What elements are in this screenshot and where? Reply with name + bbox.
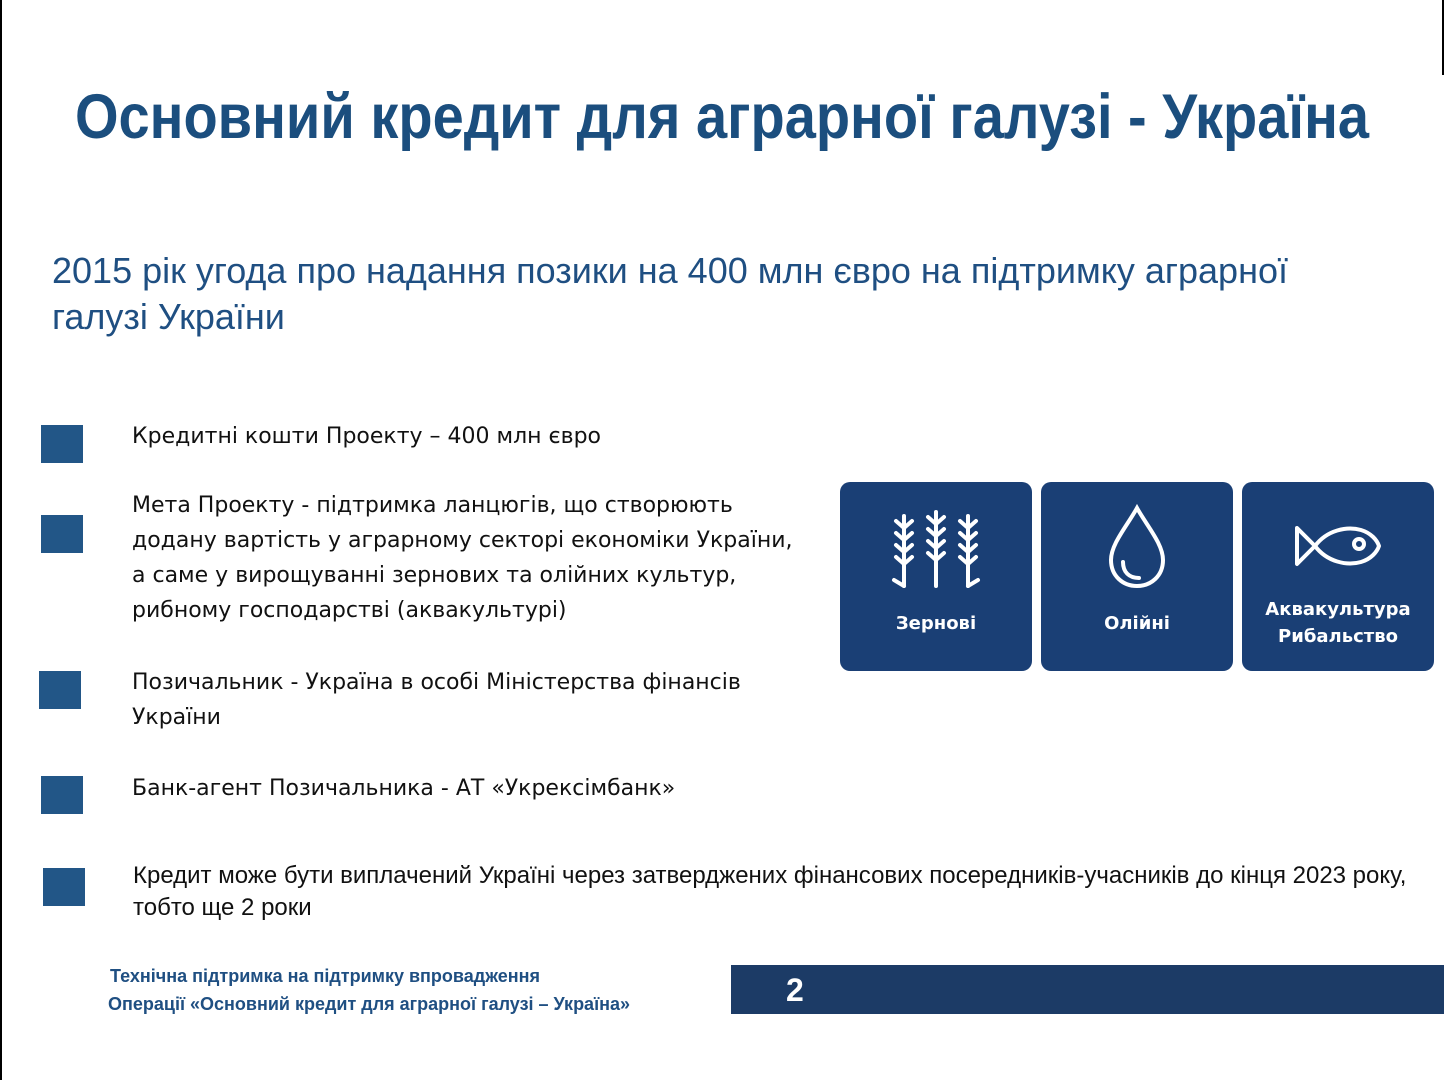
footer-caption [108, 962, 630, 1018]
footer-bar [731, 965, 1444, 1014]
bullet-text-credit-funds: Кредитні кошти Проекту – 400 млн євро [132, 424, 602, 449]
bullet-square [43, 868, 85, 906]
slide-title: Основний кредит для аграрної галузі - Україна [74, 81, 1370, 152]
bullet-text-agent-bank: Банк-агент Позичальника - АТ «Укрексімбанк» [132, 776, 676, 801]
bullet-text-project-goal: Мета Проекту - підтримка ланцюгів, що створюють додану вартість у аграрному секторі економіки України, а саме у вирощуванні зернових та олійних культур, рибному господарстві (аквакультурі) [132, 493, 793, 623]
tile-label-grains: Зернові [895, 613, 977, 634]
bullet-square [41, 425, 83, 463]
tile-label-fishing: Рибальство [1278, 626, 1398, 647]
slide-left-border [0, 0, 2, 1080]
tile-label-aquaculture: Аквакультура [1265, 599, 1411, 620]
page-number: 2 [786, 972, 804, 1008]
fish-icon [1293, 522, 1383, 570]
footer-line-1: Технічна підтримка на підтримку впровадження [110, 966, 540, 986]
tile-grains [840, 482, 1032, 671]
bullet-square [39, 671, 81, 709]
wheat-icon [888, 508, 984, 588]
tile-label-oilseeds: Олійні [1104, 613, 1170, 634]
bullet-square [41, 515, 83, 553]
bullet-text-borrower: Позичальник - Україна в особі Міністерства фінансів України [132, 670, 741, 730]
footer-line-2: Операції «Основний кредит для аграрної галузі – Україна» [108, 994, 631, 1014]
oil-drop-icon [1105, 504, 1169, 590]
bullet-text-disbursement: Кредит може бути виплачений Україні через затверджених фінансових посередників-учасників до кінця 2023 року, тобто ще 2 роки [133, 862, 1407, 921]
bullet-square [41, 776, 83, 814]
tile-oilseeds [1041, 482, 1233, 671]
slide-subtitle: 2015 рік угода про надання позики на 400 млн євро на підтримку аграрної галузі України [52, 250, 1288, 337]
tile-aquaculture [1242, 482, 1434, 671]
